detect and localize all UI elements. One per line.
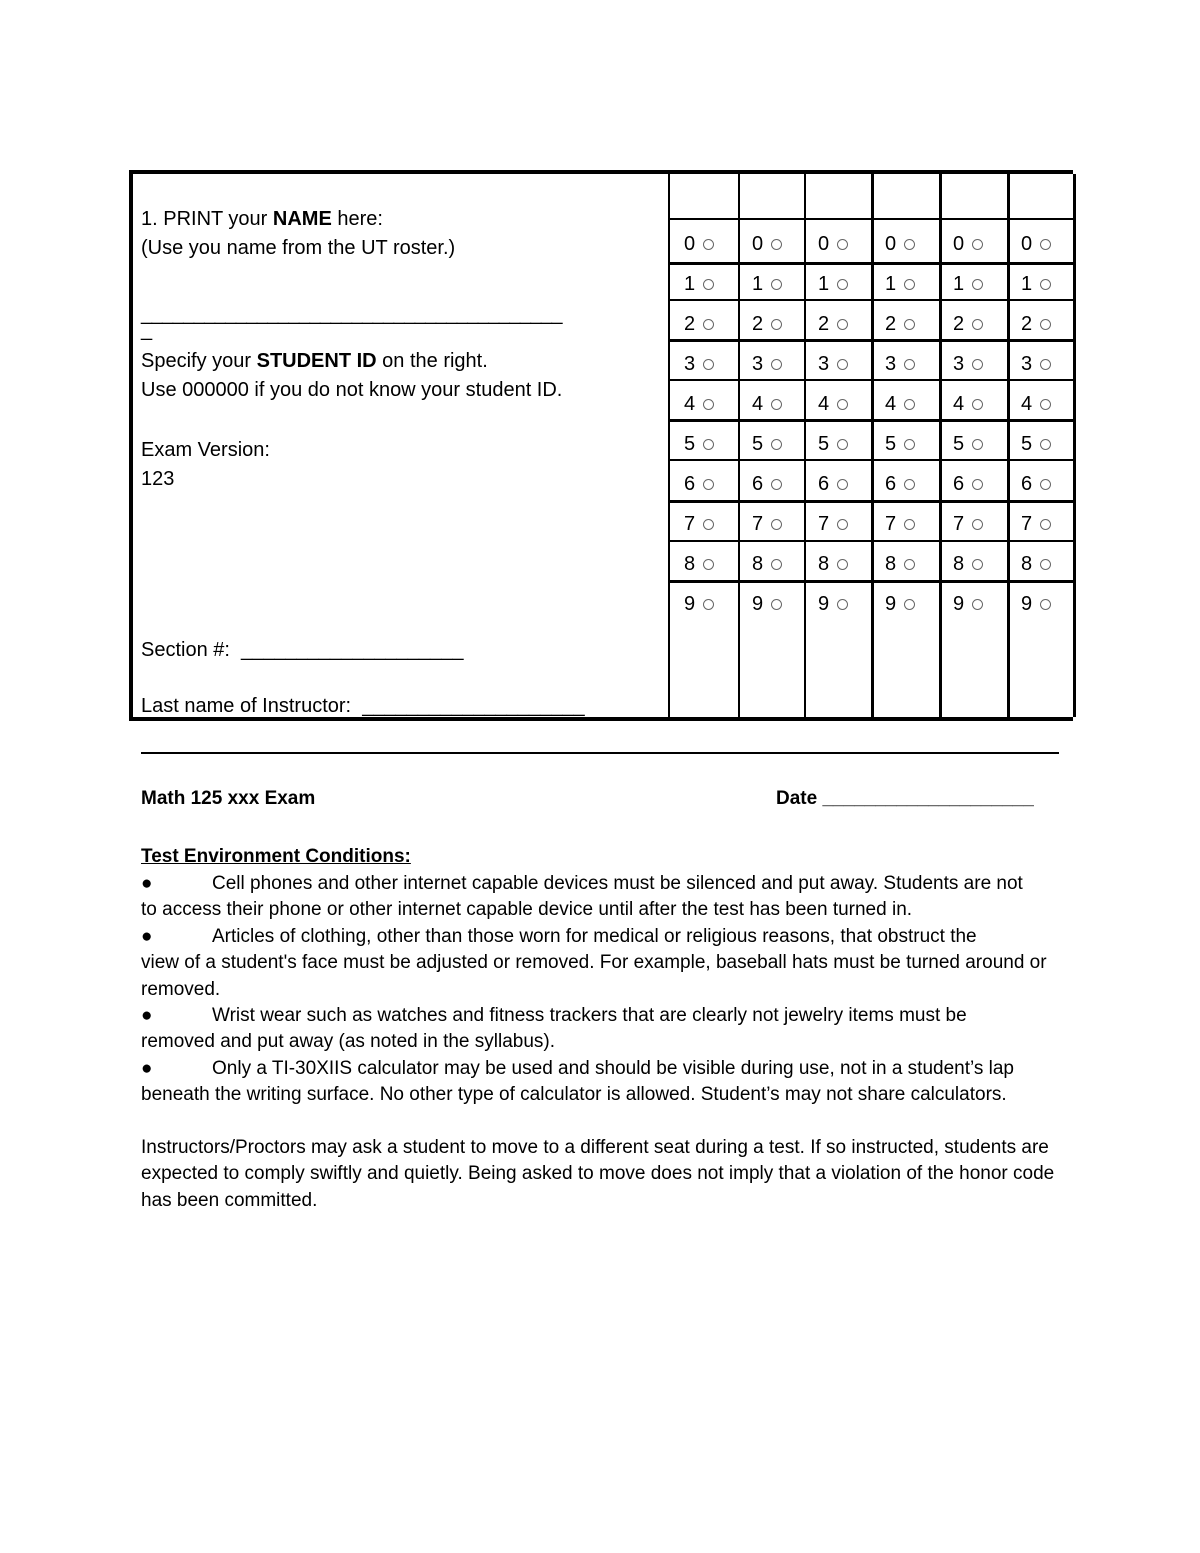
condition-text <box>141 1003 1071 1056</box>
id-digit-option[interactable] <box>1021 312 1051 336</box>
bubble-icon[interactable] <box>837 399 848 410</box>
id-digit-option[interactable] <box>953 512 983 536</box>
bubble-icon[interactable] <box>837 559 848 570</box>
bubble-icon[interactable] <box>703 479 714 490</box>
digit-label: 4 <box>885 393 897 415</box>
bubble-icon[interactable] <box>904 279 915 290</box>
digit-label: 1 <box>885 273 897 295</box>
bubble-icon[interactable] <box>837 599 848 610</box>
digit-label: 9 <box>953 593 965 615</box>
grid-column-divider <box>804 174 806 717</box>
digit-label: 2 <box>1021 313 1033 335</box>
id-digit-option[interactable] <box>1021 352 1051 376</box>
digit-label: 9 <box>1021 593 1033 615</box>
digit-label: 7 <box>818 513 830 535</box>
bubble-icon[interactable] <box>972 279 983 290</box>
digit-label: 8 <box>818 553 830 575</box>
bubble-icon[interactable] <box>972 559 983 570</box>
digit-label: 1 <box>953 273 965 295</box>
id-digit-option[interactable] <box>953 592 983 616</box>
grid-row-divider <box>670 580 1073 583</box>
digit-label: 3 <box>953 353 965 375</box>
section-field[interactable]: Section #: ____________________ <box>141 639 464 661</box>
digit-label: 9 <box>818 593 830 615</box>
digit-label: 5 <box>1021 433 1033 455</box>
digit-label: 4 <box>818 393 830 415</box>
digit-label: 5 <box>885 433 897 455</box>
name-blank-wrap: _ <box>141 319 153 341</box>
grid-column-divider <box>1007 174 1010 717</box>
grid-column-divider <box>939 174 942 717</box>
digit-label: 9 <box>684 593 696 615</box>
print-name-instruction: 1. PRINT your NAME here: <box>141 208 383 230</box>
bubble-icon[interactable] <box>904 479 915 490</box>
bubble-icon[interactable] <box>771 239 782 250</box>
name-panel <box>133 174 670 717</box>
grid-row-divider <box>670 459 1073 461</box>
bubble-icon[interactable] <box>771 319 782 330</box>
digit-label: 2 <box>684 313 696 335</box>
id-digit-option[interactable] <box>885 552 915 576</box>
bubble-icon[interactable] <box>771 279 782 290</box>
id-digit-option[interactable] <box>885 352 915 376</box>
bubble-icon[interactable] <box>972 319 983 330</box>
id-digit-option[interactable] <box>818 512 848 536</box>
digit-label: 0 <box>684 233 696 255</box>
digit-label: 2 <box>818 313 830 335</box>
id-digit-option[interactable] <box>818 552 848 576</box>
id-digit-option[interactable] <box>818 472 848 496</box>
roster-note: (Use you name from the UT roster.) <box>141 237 456 259</box>
id-digit-option[interactable] <box>1021 432 1051 456</box>
id-digit-option[interactable] <box>684 512 714 536</box>
id-digit-option[interactable] <box>953 432 983 456</box>
digit-label: 7 <box>1021 513 1033 535</box>
bubble-icon[interactable] <box>771 439 782 450</box>
digit-label: 4 <box>953 393 965 415</box>
grid-row-divider <box>670 218 1073 220</box>
bubble-icon[interactable] <box>703 359 714 370</box>
name-blank[interactable]: ________________________________________ <box>141 303 562 325</box>
digit-label: 6 <box>953 473 965 495</box>
id-digit-option[interactable] <box>752 312 782 336</box>
id-digit-option[interactable] <box>953 232 983 256</box>
bullet-icon: ● <box>141 1005 153 1027</box>
bubble-icon[interactable] <box>972 239 983 250</box>
id-digit-option[interactable] <box>885 232 915 256</box>
grid-row-divider <box>670 262 1073 265</box>
bubble-icon[interactable] <box>1040 439 1051 450</box>
digit-label: 5 <box>752 433 764 455</box>
id-digit-option[interactable] <box>1021 512 1051 536</box>
bubble-icon[interactable] <box>703 399 714 410</box>
id-digit-option[interactable] <box>953 312 983 336</box>
id-digit-option[interactable] <box>885 392 915 416</box>
digit-label: 1 <box>752 273 764 295</box>
bubble-icon[interactable] <box>837 239 848 250</box>
condition-item <box>141 1056 1071 1109</box>
instructor-field[interactable]: Last name of Instructor: ____________________ <box>141 695 585 717</box>
bubble-icon[interactable] <box>771 479 782 490</box>
condition-text-rest: beneath the writing surface. No other type of calculator is allowed. Student’s may not share calculators. <box>141 1084 1007 1106</box>
bullet-icon: ● <box>141 925 153 947</box>
digit-label: 3 <box>885 353 897 375</box>
id-digit-option[interactable] <box>818 592 848 616</box>
id-digit-option[interactable] <box>752 472 782 496</box>
condition-item <box>141 871 1071 924</box>
bubble-icon[interactable] <box>771 559 782 570</box>
bubble-icon[interactable] <box>904 359 915 370</box>
digit-label: 0 <box>818 233 830 255</box>
digit-label: 1 <box>684 273 696 295</box>
id-digit-option[interactable] <box>684 352 714 376</box>
id-digit-option[interactable] <box>752 272 782 296</box>
id-digit-option[interactable] <box>684 232 714 256</box>
id-digit-option[interactable] <box>1021 592 1051 616</box>
id-digit-option[interactable] <box>752 592 782 616</box>
exam-version-label: Exam Version: <box>141 439 270 461</box>
id-digit-option[interactable] <box>818 312 848 336</box>
digit-label: 9 <box>885 593 897 615</box>
bubble-icon[interactable] <box>837 319 848 330</box>
digit-label: 8 <box>1021 553 1033 575</box>
bubble-icon[interactable] <box>1040 519 1051 530</box>
digit-label: 3 <box>1021 353 1033 375</box>
bubble-icon[interactable] <box>703 319 714 330</box>
bubble-icon[interactable] <box>904 239 915 250</box>
exam-version-value: 123 <box>141 468 175 490</box>
bubble-icon[interactable] <box>703 239 714 250</box>
bubble-icon[interactable] <box>1040 559 1051 570</box>
id-digit-option[interactable] <box>818 272 848 296</box>
grid-column-divider <box>1073 174 1076 717</box>
digit-label: 0 <box>885 233 897 255</box>
closing-paragraph: Instructors/Proctors may ask a student to move to a different seat during a test. If so instructed, students are expected to comply swiftly and quietly. Being asked to move does not imply that a violation of the honor code has been committed. <box>141 1137 1055 1211</box>
digit-label: 8 <box>953 553 965 575</box>
id-digit-option[interactable] <box>1021 272 1051 296</box>
bubble-icon[interactable] <box>904 399 915 410</box>
id-digit-option[interactable] <box>818 392 848 416</box>
grid-column-divider <box>871 174 874 717</box>
bubble-icon[interactable] <box>904 519 915 530</box>
bubble-icon[interactable] <box>1040 319 1051 330</box>
digit-label: 6 <box>752 473 764 495</box>
student-id-bubble-grid <box>670 174 1073 717</box>
condition-text <box>141 871 1071 924</box>
bubble-icon[interactable] <box>972 359 983 370</box>
condition-text-rest: to access their phone or other internet capable device until after the test has been turned in. <box>141 899 913 921</box>
id-digit-option[interactable] <box>953 352 983 376</box>
digit-label: 8 <box>885 553 897 575</box>
grid-row-divider <box>670 540 1073 542</box>
bubble-icon[interactable] <box>703 599 714 610</box>
digit-label: 7 <box>684 513 696 535</box>
id-digit-option[interactable] <box>752 432 782 456</box>
bubble-icon[interactable] <box>972 599 983 610</box>
bubble-icon[interactable] <box>837 479 848 490</box>
condition-text <box>141 924 1071 1003</box>
id-digit-option[interactable] <box>885 592 915 616</box>
condition-text-line: Cell phones and other internet capable devices must be silenced and put away. Students are not <box>212 873 1023 894</box>
bubble-icon[interactable] <box>972 479 983 490</box>
bubble-icon[interactable] <box>904 559 915 570</box>
digit-label: 7 <box>885 513 897 535</box>
condition-item <box>141 1003 1071 1056</box>
bubble-icon[interactable] <box>1040 359 1051 370</box>
student-id-instruction: Specify your STUDENT ID on the right. <box>141 350 488 372</box>
bubble-icon[interactable] <box>1040 599 1051 610</box>
digit-label: 4 <box>684 393 696 415</box>
digit-label: 4 <box>1021 393 1033 415</box>
digit-label: 9 <box>752 593 764 615</box>
id-digit-option[interactable] <box>818 232 848 256</box>
digit-label: 5 <box>684 433 696 455</box>
bubble-icon[interactable] <box>703 559 714 570</box>
id-digit-option[interactable] <box>684 312 714 336</box>
id-digit-option[interactable] <box>885 512 915 536</box>
id-digit-option[interactable] <box>752 512 782 536</box>
id-digit-option[interactable] <box>885 312 915 336</box>
id-digit-option[interactable] <box>885 272 915 296</box>
condition-text-line: Only a TI-30XIIS calculator may be used and should be visible during use, not in a student’s lap <box>212 1057 1014 1079</box>
bubble-icon[interactable] <box>1040 239 1051 250</box>
grid-row-divider <box>670 379 1073 381</box>
digit-label: 7 <box>752 513 764 535</box>
bubble-icon[interactable] <box>972 399 983 410</box>
id-digit-option[interactable] <box>752 552 782 576</box>
grid-column-divider <box>738 174 740 717</box>
id-digit-option[interactable] <box>953 392 983 416</box>
condition-text-rest: view of a student's face must be adjusted or removed. For example, baseball hats must be turned around or removed. <box>141 952 1047 1000</box>
id-digit-option[interactable] <box>752 352 782 376</box>
bubble-icon[interactable] <box>1040 399 1051 410</box>
bubble-icon[interactable] <box>837 359 848 370</box>
bubble-icon[interactable] <box>904 319 915 330</box>
bubble-icon[interactable] <box>771 359 782 370</box>
grid-row-divider <box>670 339 1073 342</box>
condition-item <box>141 924 1071 1003</box>
id-digit-option[interactable] <box>818 352 848 376</box>
id-digit-option[interactable] <box>818 432 848 456</box>
bubble-icon[interactable] <box>904 599 915 610</box>
id-digit-option[interactable] <box>684 432 714 456</box>
id-digit-option[interactable] <box>684 472 714 496</box>
digit-label: 6 <box>885 473 897 495</box>
digit-label: 7 <box>953 513 965 535</box>
digit-label: 2 <box>953 313 965 335</box>
digit-label: 1 <box>818 273 830 295</box>
digit-label: 4 <box>752 393 764 415</box>
bubble-icon[interactable] <box>703 279 714 290</box>
digit-label: 3 <box>752 353 764 375</box>
digit-label: 5 <box>818 433 830 455</box>
digit-label: 8 <box>684 553 696 575</box>
id-digit-option[interactable] <box>953 472 983 496</box>
default-id-note: Use 000000 if you do not know your student ID. <box>141 379 563 401</box>
id-digit-option[interactable] <box>885 432 915 456</box>
condition-text-line: Wrist wear such as watches and fitness trackers that are clearly not jewelry items must be <box>212 1005 967 1027</box>
id-digit-option[interactable] <box>684 552 714 576</box>
id-digit-option[interactable] <box>752 392 782 416</box>
id-digit-option[interactable] <box>684 272 714 296</box>
digit-label: 8 <box>752 553 764 575</box>
date-field[interactable]: Date ____________________ <box>776 788 1034 809</box>
conditions-heading: Test Environment Conditions: <box>141 846 411 867</box>
bubble-icon[interactable] <box>1040 479 1051 490</box>
condition-text-line: Articles of clothing, other than those worn for medical or religious reasons, that obstruct the <box>212 925 977 947</box>
bubble-icon[interactable] <box>771 519 782 530</box>
id-digit-option[interactable] <box>1021 392 1051 416</box>
digit-label: 6 <box>684 473 696 495</box>
student-id-form <box>129 170 1073 721</box>
id-digit-option[interactable] <box>684 592 714 616</box>
bubble-icon[interactable] <box>904 439 915 450</box>
section-divider <box>141 752 1059 754</box>
grid-row-divider <box>670 500 1073 503</box>
digit-label: 0 <box>1021 233 1033 255</box>
bubble-icon[interactable] <box>972 439 983 450</box>
digit-label: 3 <box>684 353 696 375</box>
digit-label: 6 <box>818 473 830 495</box>
digit-label: 6 <box>1021 473 1033 495</box>
bullet-icon: ● <box>141 873 153 894</box>
id-digit-option[interactable] <box>953 272 983 296</box>
bubble-icon[interactable] <box>703 519 714 530</box>
id-digit-option[interactable] <box>1021 232 1051 256</box>
digit-label: 3 <box>818 353 830 375</box>
bubble-icon[interactable] <box>771 599 782 610</box>
digit-label: 2 <box>885 313 897 335</box>
digit-label: 5 <box>953 433 965 455</box>
bubble-icon[interactable] <box>837 439 848 450</box>
conditions-list <box>141 871 1071 1109</box>
id-digit-option[interactable] <box>1021 552 1051 576</box>
id-digit-option[interactable] <box>684 392 714 416</box>
condition-text-rest: removed and put away (as noted in the syllabus). <box>141 1031 556 1053</box>
digit-label: 0 <box>953 233 965 255</box>
bubble-icon[interactable] <box>837 519 848 530</box>
bullet-icon: ● <box>141 1057 153 1079</box>
id-digit-option[interactable] <box>953 552 983 576</box>
grid-row-divider <box>670 299 1073 301</box>
grid-row-divider <box>670 419 1073 422</box>
id-digit-option[interactable] <box>885 472 915 496</box>
exam-title: Math 125 xxx Exam <box>141 788 316 809</box>
id-digit-option[interactable] <box>1021 472 1051 496</box>
digit-label: 1 <box>1021 273 1033 295</box>
condition-text <box>141 1056 1071 1109</box>
digit-label: 0 <box>752 233 764 255</box>
bubble-icon[interactable] <box>771 399 782 410</box>
bubble-icon[interactable] <box>1040 279 1051 290</box>
digit-label: 2 <box>752 313 764 335</box>
bubble-icon[interactable] <box>972 519 983 530</box>
bubble-icon[interactable] <box>703 439 714 450</box>
bubble-icon[interactable] <box>837 279 848 290</box>
id-digit-option[interactable] <box>752 232 782 256</box>
